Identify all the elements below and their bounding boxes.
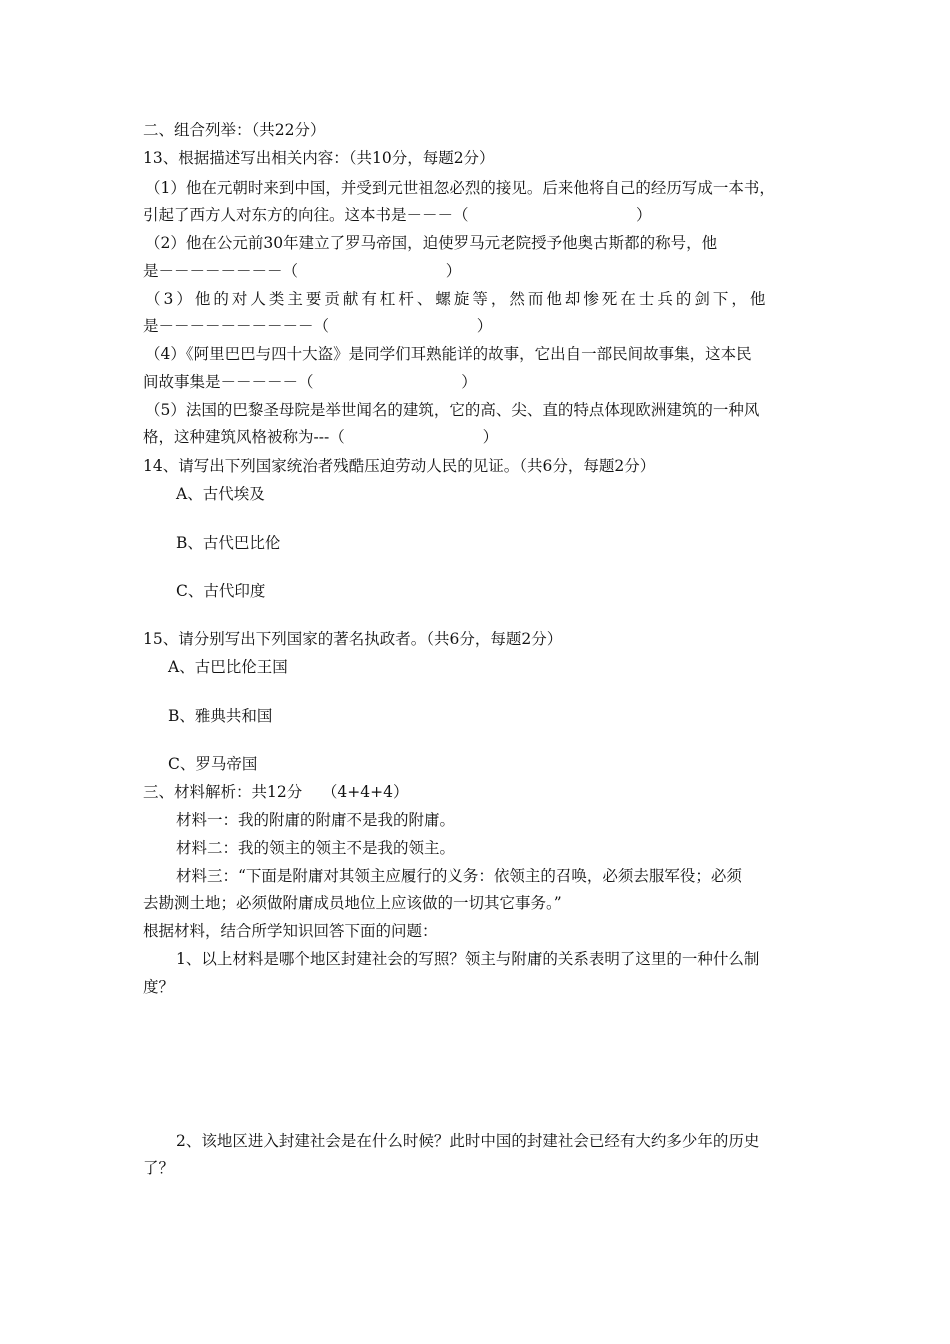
- q13-item1-line2: 引起了西方人对东方的向往。这本书是－－－（ ）: [143, 206, 652, 224]
- q14-option-a: A、古代埃及: [176, 485, 265, 503]
- q13-item3-line2: 是－－－－－－－－－－（ ）: [143, 317, 493, 335]
- q13-item1-line1: （1）他在元朝时来到中国，并受到元世祖忽必烈的接见。后来他将自己的经历写成一本书，: [145, 179, 775, 197]
- q13-item3-line1: （3）他的对人类主要贡献有杠杆、螺旋等，然而他却惨死在士兵的剑下，他: [145, 290, 769, 308]
- q15-option-b: B、雅典共和国: [168, 707, 273, 725]
- q14-prompt: 14、请写出下列国家统治者残酷压迫劳动人民的见证。（共6分，每题2分）: [143, 457, 656, 475]
- q13-item4-line2: 间故事集是－－－－－（ ）: [143, 373, 477, 391]
- question-1-line1: 1、以上材料是哪个地区封建社会的写照？领主与附庸的关系表明了这里的一种什么制: [176, 950, 760, 968]
- q13-item5-line1: （5）法国的巴黎圣母院是举世闻名的建筑，它的高、尖、直的特点体现欧洲建筑的一种风: [145, 401, 760, 419]
- q14-option-b: B、古代巴比伦: [176, 534, 281, 552]
- q15-prompt: 15、请分别写出下列国家的著名执政者。（共6分，每题2分）: [143, 630, 563, 648]
- question-2-line1: 2、该地区进入封建社会是在什么时候？此时中国的封建社会已经有大约多少年的历史: [176, 1132, 760, 1150]
- material-3-line1: 材料三：“下面是附庸对其领主应履行的义务：依领主的召唤，必须去服军役；必须: [176, 867, 742, 885]
- q13-item5-line2: 格，这种建筑风格被称为---（ ）: [143, 428, 499, 446]
- q13-prompt: 13、根据描述写出相关内容：（共10分，每题2分）: [143, 149, 495, 167]
- q15-option-c: C、罗马帝国: [168, 755, 258, 773]
- question-2-line2: 了？: [143, 1159, 175, 1177]
- instruction-text: 根据材料，结合所学知识回答下面的问题：: [143, 922, 438, 940]
- q15-option-a: A、古巴比伦王国: [168, 658, 288, 676]
- q13-item2-line1: （2）他在公元前30年建立了罗马帝国，迫使罗马元老院授予他奥古斯都的称号，他: [145, 234, 718, 252]
- material-3-line2: 去勘测土地；必须做附庸成员地位上应该做的一切其它事务。”: [143, 894, 562, 912]
- q13-item2-line2: 是－－－－－－－－（ ）: [143, 262, 462, 280]
- material-1: 材料一：我的附庸的附庸不是我的附庸。: [176, 811, 456, 829]
- q13-item4-line1: （4）《阿里巴巴与四十大盗》是同学们耳熟能详的故事，它出自一部民间故事集，这本民: [145, 345, 752, 363]
- question-1-line2: 度？: [143, 978, 175, 996]
- section3-heading: 三、材料解析：共12分 （4+4+4）: [143, 783, 409, 801]
- section2-heading: 二、组合列举：（共22分）: [143, 121, 326, 139]
- q14-option-c: C、古代印度: [176, 582, 266, 600]
- material-2: 材料二：我的领主的领主不是我的领主。: [176, 839, 456, 857]
